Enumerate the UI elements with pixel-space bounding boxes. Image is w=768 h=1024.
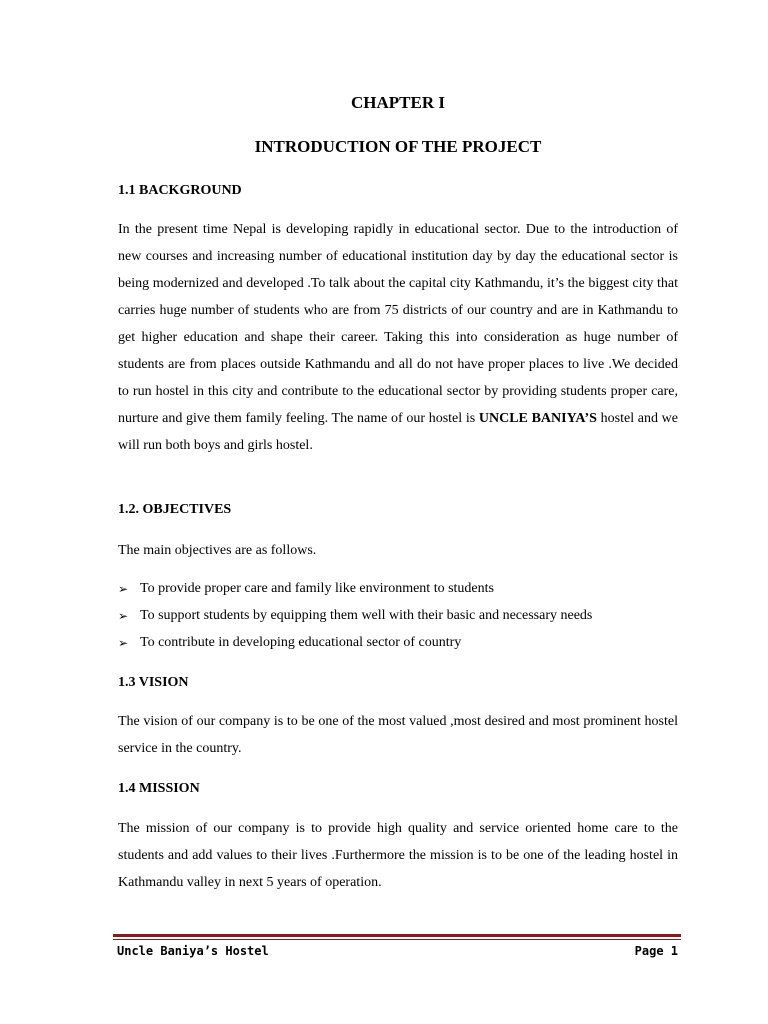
objectives-list <box>118 579 592 660</box>
background-text-end: hostel and we will run both boys and girls hostel. <box>118 411 679 453</box>
mission-paragraph: The mission of our company is to provide high quality and service oriented home care to the students and add values to their lives .Furthermore the mission is to be one of the leading hostel in Kathmandu valley in next 5 years of operation. <box>118 821 678 890</box>
background-text: In the present time Nepal is developing rapidly in educational sector. Due to the introduction of new courses and increasing number of educational institution day by day the educational sector is being modernized and developed .To talk about the capital city Kathmandu, it’s the biggest city that carries huge number of students who are from 75 districts of our country and are in Kathmandu to get higher education and shape their career. Taking this into consideration as huge number of students are from places outside Kathmandu and all do not have proper places to live .We decided to run hostel in this city and contribute to the educational sector by providing students proper care, nurture and give them family feeling. The name of our hostel is <box>118 222 678 426</box>
background-heading: 1.1 BACKGROUND <box>118 183 242 198</box>
background-paragraph <box>118 216 678 459</box>
hostel-name: UNCLE BANIYA’S <box>478 411 597 426</box>
footer-hostel-name: Uncle Baniya’s Hostel <box>117 944 269 958</box>
arrow-right-bullet-icon: ➢ <box>118 582 129 596</box>
list-item <box>118 633 592 660</box>
footer-page-number: Page 1 <box>634 944 678 958</box>
list-item <box>118 606 592 633</box>
footer-divider <box>113 934 681 940</box>
footer-divider-thin <box>113 939 681 940</box>
chapter-label: CHAPTER I <box>351 93 445 112</box>
mission-heading: 1.4 MISSION <box>118 781 200 796</box>
objective-text: To contribute in developing educational sector of country <box>140 635 462 650</box>
vision-heading: 1.3 VISION <box>118 675 189 690</box>
arrow-right-bullet-icon: ➢ <box>118 609 129 623</box>
objectives-heading: 1.2. OBJECTIVES <box>118 502 232 517</box>
page-title: INTRODUCTION OF THE PROJECT <box>254 137 542 156</box>
objective-text: To support students by equipping them well with their basic and necessary needs <box>140 608 593 623</box>
objective-text: To provide proper care and family like environment to students <box>140 581 494 596</box>
vision-paragraph: The vision of our company is to be one of the most valued ,most desired and most prominent hostel service in the country. <box>118 714 678 756</box>
objectives-intro: The main objectives are as follows. <box>118 543 317 558</box>
list-item <box>118 579 592 606</box>
arrow-right-bullet-icon: ➢ <box>118 636 129 650</box>
